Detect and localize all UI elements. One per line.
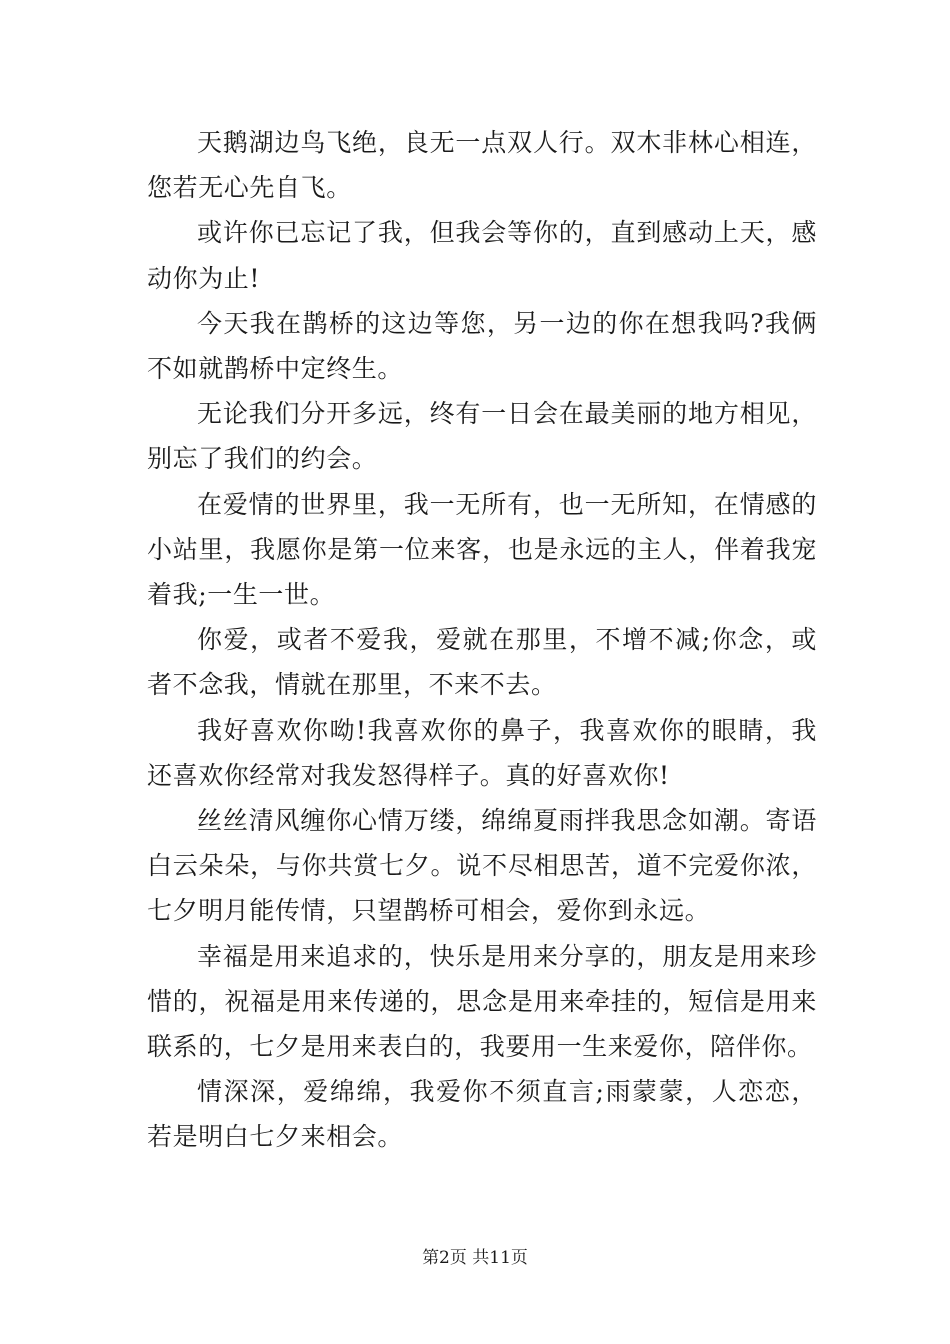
- paragraph: 情深深，爱绵绵，我爱你不须直言;雨蒙蒙，人恋恋，若是明白七夕来相会。: [147, 1077, 817, 1152]
- paragraph: 今天我在鹊桥的这边等您，另一边的你在想我吗?我俩不如就鹊桥中定终生。: [147, 308, 817, 384]
- paragraph: 天鹅湖边鸟飞绝，良无一点双人行。双木非林心相连，您若无心先自飞。: [147, 128, 817, 203]
- paragraph: 幸福是用来追求的，快乐是用来分享的，朋友是用来珍惜的，祝福是用来传递的，思念是用来牵挂的，短信是用来联系的，七夕是用来表白的，我要用一生来爱你，陪伴你。: [147, 941, 817, 1062]
- paragraph: 在爱情的世界里，我一无所有，也一无所知，在情感的小站里，我愿你是第一位来客，也是永远的主人，伴着我宠着我;一生一世。: [147, 489, 817, 610]
- paragraph: 你爱，或者不爱我，爱就在那里，不增不减;你念，或者不念我，情就在那里，不来不去。: [147, 625, 817, 700]
- paragraph: 我好喜欢你呦!我喜欢你的鼻子，我喜欢你的眼睛，我还喜欢你经常对我发怒得样子。真的好喜欢你!: [147, 715, 817, 790]
- page-number-footer: 第2页 共11页: [422, 1248, 528, 1268]
- paragraph: 无论我们分开多远，终有一日会在最美丽的地方相见，别忘了我们的约会。: [147, 399, 817, 474]
- paragraph: 丝丝清风缠你心情万缕，绵绵夏雨拌我思念如潮。寄语白云朵朵，与你共赏七夕。说不尽相思苦，道不完爱你浓，七夕明月能传情，只望鹊桥可相会，爱你到永远。: [147, 806, 817, 926]
- paragraph: 或许你已忘记了我，但我会等你的，直到感动上天，感动你为止!: [147, 218, 817, 293]
- document-body: [147, 120, 817, 1160]
